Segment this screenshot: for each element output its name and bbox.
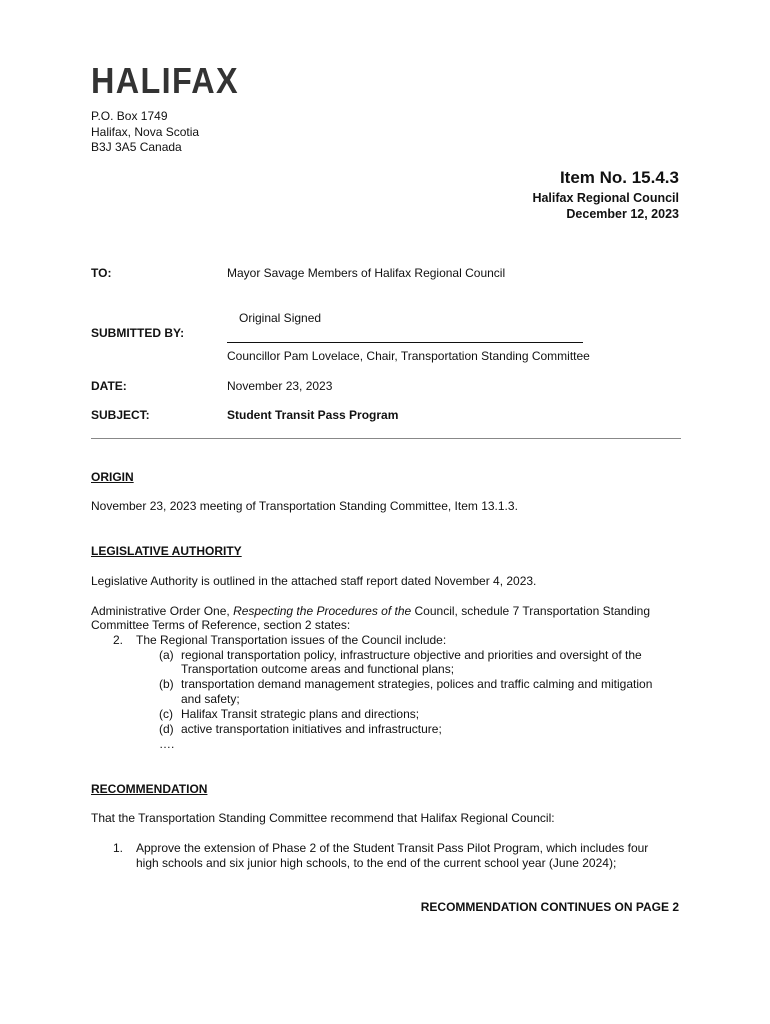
to-label: TO: [91,266,112,280]
logo-text: HALIFAX [91,63,239,97]
recommendation-heading: RECOMMENDATION [91,782,208,796]
list-item-text: Approve the extension of Phase 2 of the Student Transit Pass Pilot Program, which includes four [136,841,649,855]
date-label: DATE: [91,379,127,393]
recommendation-intro: That the Transportation Standing Committee recommend that Halifax Regional Council: [91,811,555,825]
admin-prefix: Administrative Order One, [91,604,234,618]
origin-text: November 23, 2023 meeting of Transportation Standing Committee, Item 13.1.3. [91,499,518,513]
divider [91,438,681,439]
address-block [91,109,199,156]
sub-item-text: Halifax Transit strategic plans and directions; [181,707,420,721]
address-line: Halifax, Nova Scotia [91,124,200,139]
list-number: 2. [113,633,124,647]
meeting-info [532,190,679,222]
list-number: 1. [113,841,124,855]
admin-suffix: Council, schedule 7 Transportation Standing [411,604,650,618]
signature-line [227,342,583,343]
admin-order-line-2: Committee Terms of Reference, section 2 states: [91,618,351,632]
submitted-label: SUBMITTED BY: [91,326,185,340]
origin-heading: ORIGIN [91,470,134,484]
sub-item-label: (d) [159,722,174,736]
sub-item-label: (a) [159,648,174,662]
admin-order-line [91,604,681,619]
continues-note: RECOMMENDATION CONTINUES ON PAGE 2 [420,900,679,914]
sub-item-text: regional transportation policy, infrastructure objective and priorities and oversight of the [181,648,642,662]
council-name: Halifax Regional Council [532,191,679,205]
subject-label: SUBJECT: [91,408,150,422]
submitted-value: Councillor Pam Lovelace, Chair, Transportation Standing Committee [227,349,590,363]
legislative-heading: LEGISLATIVE AUTHORITY [91,544,242,558]
subject-value: Student Transit Pass Program [227,408,399,422]
sub-item-label: (b) [159,677,174,691]
sub-item-text: active transportation initiatives and infrastructure; [181,722,442,736]
date-value: November 23, 2023 [227,379,333,393]
item-number: Item No. 15.4.3 [559,168,679,187]
address-line: B3J 3A5 Canada [91,140,182,154]
sub-item-label: (c) [159,707,173,721]
sub-item-text: transportation demand management strategies, polices and traffic calming and mitigation [181,677,653,691]
legislative-text: Legislative Authority is outlined in the attached staff report dated November 4, 2023. [91,574,537,588]
address-line: P.O. Box 1749 [91,109,168,123]
meeting-date: December 12, 2023 [566,207,679,221]
sub-item-text: and safety; [181,692,240,706]
halifax-logo [91,63,241,97]
list-item-text: high schools and six junior high schools, to the end of the current school year (June 2024); [136,856,617,870]
ellipsis: …. [159,737,175,751]
sub-item-text: Transportation outcome areas and functional plans; [181,662,455,676]
to-value: Mayor Savage Members of Halifax Regional Council [227,266,506,280]
admin-italic: Respecting the Procedures of the [233,604,412,618]
signed-note: Original Signed [239,311,322,325]
list-item-text: The Regional Transportation issues of the Council include: [136,633,447,647]
